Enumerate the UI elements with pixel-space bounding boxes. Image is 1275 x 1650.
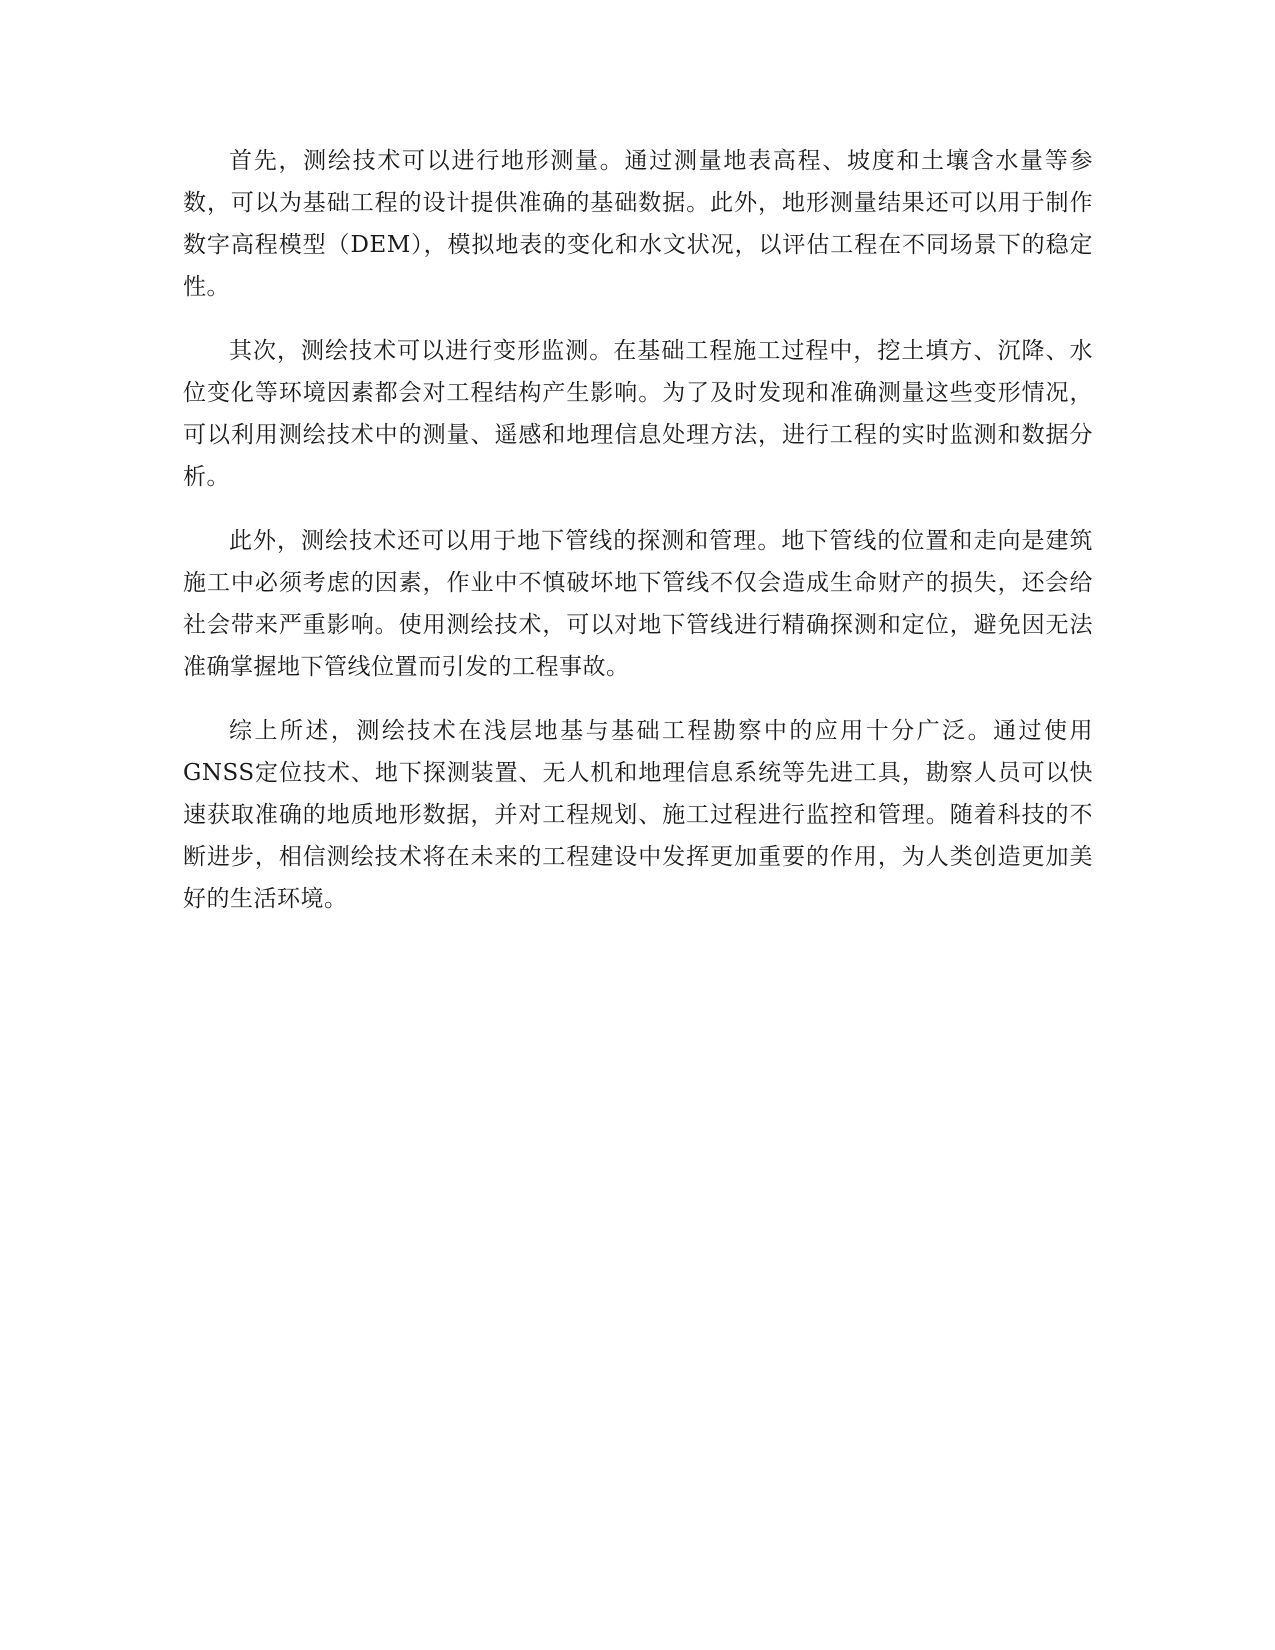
document-body xyxy=(183,140,1093,942)
paragraph-terrain-survey: 首先，测绘技术可以进行地形测量。通过测量地表高程、坡度和土壤含水量等参数，可以为基础工程的设计提供准确的基础数据。此外，地形测量结果还可以用于制作数字高程模型（DEM），模拟地表的变化和水文状况，以评估工程在不同场景下的稳定性。 xyxy=(183,148,1093,300)
paragraph-underground-pipelines: 此外，测绘技术还可以用于地下管线的探测和管理。地下管线的位置和走向是建筑施工中必须考虑的因素，作业中不慎破坏地下管线不仅会造成生命财产的损失，还会给社会带来严重影响。使用测绘技术，可以对地下管线进行精确探测和定位，避免因无法准确掌握地下管线位置而引发的工程事故。 xyxy=(183,528,1093,680)
paragraph-deformation-monitoring: 其次，测绘技术可以进行变形监测。在基础工程施工过程中，挖土填方、沉降、水位变化等环境因素都会对工程结构产生影响。为了及时发现和准确测量这些变形情况，可以利用测绘技术中的测量、遥感和地理信息处理方法，进行工程的实时监测和数据分析。 xyxy=(183,338,1093,490)
paragraph-conclusion: 综上所述，测绘技术在浅层地基与基础工程勘察中的应用十分广泛。通过使用GNSS定位技术、地下探测装置、无人机和地理信息系统等先进工具，勘察人员可以快速获取准确的地质地形数据，并对工程规划、施工过程进行监控和管理。随着科技的不断进步，相信测绘技术将在未来的工程建设中发挥更加重要的作用，为人类创造更加美好的生活环境。 xyxy=(183,718,1093,912)
